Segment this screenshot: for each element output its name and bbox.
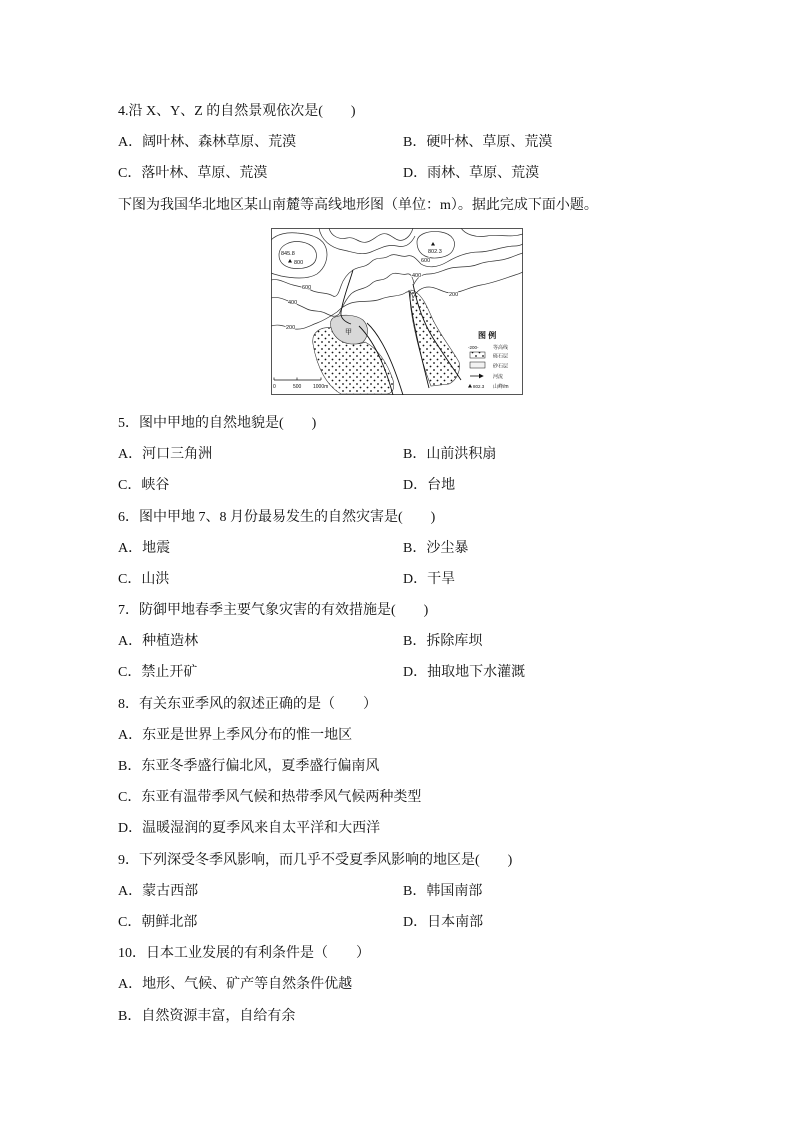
question-4-option-d: D．雨林、草原、荒漠 <box>403 166 540 181</box>
legend-contour-sample: -200- <box>468 345 479 350</box>
place-label-jia: 甲 <box>345 329 352 336</box>
legend-title: 图 例 <box>478 331 497 340</box>
peak-right-height: 802.3 <box>428 249 442 255</box>
map-border <box>272 229 523 395</box>
peak-left-height: 845.8 <box>281 251 295 257</box>
question-5-stem: 5．图中甲地的自然地貌是( ) <box>118 416 317 431</box>
legend-peak-label: 山峰/m <box>493 384 509 390</box>
question-6-option-c: C．山洪 <box>118 572 170 587</box>
question-4-option-c: C．落叶林、草原、荒漠 <box>118 166 268 181</box>
question-7-stem: 7．防御甲地春季主要气象灾害的有效措施是( ) <box>118 603 429 618</box>
contour-label-right-400: 400 <box>412 273 422 279</box>
legend-sand-swatch <box>470 362 485 368</box>
question-8-option-b: B．东亚冬季盛行偏北风，夏季盛行偏南风 <box>118 759 380 774</box>
legend-contour-label: 等高线 <box>493 345 509 351</box>
legend-sand-label: 砂石层 <box>493 363 509 370</box>
legend-gravel-swatch <box>470 352 485 358</box>
legend-gravel-label: 砾石层 <box>493 353 509 360</box>
question-7-option-b: B．拆除库坝 <box>403 634 483 649</box>
question-6-option-b: B．沙尘暴 <box>403 541 469 556</box>
scale-label-0: 0 <box>273 384 276 390</box>
scale-label-500: 500 <box>293 384 302 390</box>
question-5-option-a: A．河口三角洲 <box>118 447 213 462</box>
question-5-option-c: C．峡谷 <box>118 478 170 493</box>
question-7-option-d: D．抽取地下水灌溉 <box>403 665 526 680</box>
question-4-option-a: A．阔叶林、森林草原、荒漠 <box>118 135 297 150</box>
contour-map <box>271 228 523 395</box>
legend-river-label: 河流 <box>493 374 504 380</box>
question-8-stem: 8．有关东亚季风的叙述正确的是（ ） <box>118 697 377 712</box>
question-8-option-d: D．温暖湿润的夏季风来自太平洋和大西洋 <box>118 821 381 836</box>
question-4-option-b: B．硬叶林、草原、荒漠 <box>403 135 553 150</box>
question-9-stem: 9．下列深受冬季风影响，而几乎不受夏季风影响的地区是( ) <box>118 853 513 868</box>
map-intro-text: 下图为我国华北地区某山南麓等高线地形图（单位：m）。据此完成下面小题。 <box>118 198 598 213</box>
contour-label-left-600: 600 <box>302 285 312 291</box>
question-7-option-c: C．禁止开矿 <box>118 665 198 680</box>
question-9-option-b: B．韩国南部 <box>403 884 483 899</box>
question-8-option-a: A．东亚是世界上季风分布的惟一地区 <box>118 728 353 743</box>
question-9-option-d: D．日本南部 <box>403 915 484 930</box>
question-6-option-d: D．干旱 <box>403 572 456 587</box>
question-7-option-a: A．种植造林 <box>118 634 199 649</box>
contour-label-left-400: 400 <box>288 300 298 306</box>
contour-label-right-200: 200 <box>449 292 459 298</box>
peak-left-contour-label: 800 <box>294 260 304 266</box>
question-9-option-c: C．朝鲜北部 <box>118 915 198 930</box>
question-4-stem: 4.沿 X、Y、Z 的自然景观依次是( ) <box>118 104 356 119</box>
question-5-option-d: D．台地 <box>403 478 456 493</box>
question-10-option-a: A．地形、气候、矿产等自然条件优越 <box>118 977 353 992</box>
contour-label-left-200: 200 <box>286 325 296 331</box>
question-5-option-b: B．山前洪积扇 <box>403 447 497 462</box>
legend-peak-sample: 802.3 <box>473 384 485 389</box>
question-9-option-a: A．蒙古西部 <box>118 884 199 899</box>
question-10-stem: 10．日本工业发展的有利条件是（ ） <box>118 946 370 961</box>
question-8-option-c: C．东亚有温带季风气候和热带季风气候两种类型 <box>118 790 422 805</box>
scale-label-1000m: 1000m <box>313 384 329 390</box>
question-6-option-a: A．地震 <box>118 541 171 556</box>
question-6-stem: 6．图中甲地 7、8 月份最易发生的自然灾害是( ) <box>118 510 436 525</box>
question-10-option-b: B．自然资源丰富，自给有余 <box>118 1009 296 1024</box>
contour-label-right-600: 600 <box>421 258 431 264</box>
